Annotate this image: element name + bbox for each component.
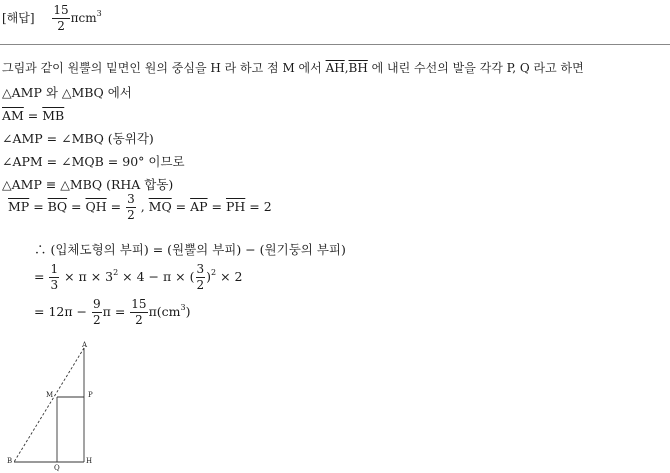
- line1-text-b: 에 내린 수선의 발을 각각 P, Q 라고 하면: [367, 61, 584, 75]
- eq-sign: =: [171, 199, 191, 215]
- explanation-line-4: ∠AMP = ∠MBQ (동위각): [2, 131, 154, 146]
- explanation-line-6: △AMP ≡ △MBQ (RHA 합동): [2, 177, 174, 192]
- exponent: 2: [113, 268, 119, 278]
- explanation-line-7: [8, 193, 272, 222]
- explanation-line-8: ∴ (입체도형의 부피) = (원뿔의 부피) − (원기둥의 부피): [34, 242, 346, 257]
- fraction-denominator: 3: [50, 278, 59, 293]
- line9-close: ): [206, 269, 212, 285]
- line7-separator: ,: [136, 199, 149, 215]
- segment-bh: $\overline{BH}$: [348, 61, 368, 75]
- line10-tail: π(cm: [148, 304, 181, 320]
- exponent: 2: [211, 268, 217, 278]
- line1-comma: ,: [344, 61, 349, 75]
- fraction-nine-halves: [92, 298, 102, 327]
- fraction-numerator: 15: [130, 298, 147, 313]
- explanation-line-9: [34, 263, 243, 292]
- eq-sign: =: [29, 199, 48, 215]
- explanation-line-5: ∠APM = ∠MQB = 90° 이므로: [2, 154, 185, 169]
- eq-sign: =: [67, 199, 86, 215]
- line10-close: ): [185, 304, 191, 320]
- fraction-fifteen-halves: [130, 298, 147, 327]
- label-a: A: [82, 341, 88, 349]
- segment-qh: $\overline{QH}$: [85, 199, 107, 215]
- label-h: H: [86, 457, 93, 465]
- segment-am: $\overline{AM}$: [2, 108, 24, 123]
- label-b: B: [7, 457, 13, 465]
- line10-eq: = 12π −: [34, 304, 91, 320]
- line3-eq: =: [23, 108, 43, 123]
- answer-line: [2, 4, 102, 33]
- segment-ab-dashed: [14, 348, 84, 462]
- explanation-line-2: △AMP 와 △MBQ 에서: [2, 85, 132, 100]
- fraction-denominator: 2: [93, 313, 101, 328]
- line9-end: × 2: [216, 269, 243, 285]
- line7-end: = 2: [245, 199, 272, 215]
- line9-eq: =: [34, 269, 49, 285]
- label-m: M: [46, 391, 54, 399]
- label-q: Q: [54, 464, 60, 472]
- line1-text-a: 그림과 같이 원뿔의 밑면인 원의 중심을 H 라 하고 점 M 에서: [2, 61, 326, 75]
- segment-mq: $\overline{MQ}$: [148, 199, 172, 215]
- fraction-denominator: 2: [135, 313, 143, 328]
- fraction-numerator: 9: [92, 298, 102, 313]
- explanation-line-1: [2, 62, 584, 74]
- answer-tag: [해답]: [2, 11, 35, 26]
- answer-numerator: 15: [52, 4, 69, 19]
- segment-mb: $\overline{MB}$: [42, 108, 65, 123]
- explanation-line-3: [2, 110, 64, 123]
- segment-mp: $\overline{MP}$: [8, 199, 30, 215]
- line9-mid2: × 4 − π × (: [118, 269, 195, 285]
- fraction-denominator: 2: [196, 278, 205, 293]
- line10-mid: π =: [102, 304, 130, 320]
- segment-ap: $\overline{AP}$: [190, 199, 208, 215]
- cone-cross-section-figure: [4, 338, 114, 473]
- segment-ph: $\overline{PH}$: [225, 199, 246, 215]
- fraction-denominator: 2: [127, 208, 135, 223]
- label-p: P: [88, 391, 93, 399]
- segment-bq: $\overline{BQ}$: [47, 199, 68, 215]
- eq-sign: =: [207, 199, 226, 215]
- answer-exponent: 3: [96, 9, 102, 19]
- line9-mid1: × π × 3: [60, 269, 114, 285]
- answer-fraction: [52, 4, 69, 33]
- fraction-three-halves: [196, 263, 206, 292]
- fraction-numerator: 3: [126, 193, 136, 208]
- fraction-one-third: [49, 263, 59, 292]
- fraction-numerator: 3: [196, 263, 206, 278]
- segment-ah: $\overline{AH}$: [325, 61, 345, 75]
- fraction-numerator: 1: [49, 263, 59, 278]
- exponent: 3: [180, 303, 186, 313]
- answer-tail: πcm: [70, 11, 97, 26]
- divider: [0, 44, 670, 45]
- answer-denominator: 2: [57, 19, 65, 34]
- eq-sign: =: [106, 199, 126, 215]
- explanation-line-10: [34, 298, 191, 327]
- fraction-three-halves: [126, 193, 136, 222]
